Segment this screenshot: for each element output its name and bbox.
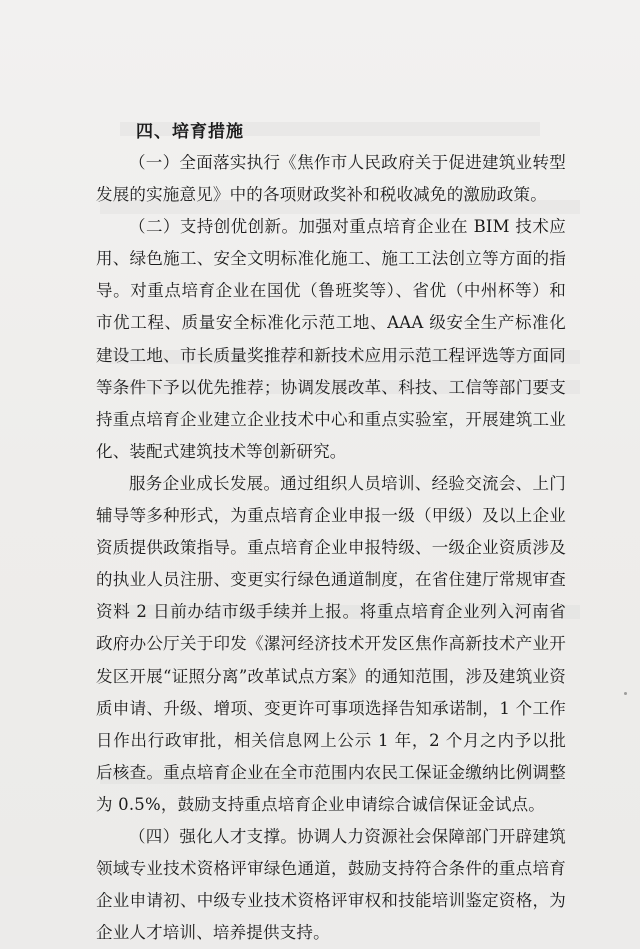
paragraph-1: （一）全面落实执行《焦作市人民政府关于促进建筑业转型发展的实施意见》中的各项财政奖补和税收减免的激励政策。	[96, 153, 566, 205]
paragraph-3: 服务企业成长发展。通过组织人员培训、经验交流会、上门辅导等多种形式，为重点培育企业申报一级（甲级）及以上企业资质提供政策指导。重点培育企业申报特级、一级企业资质涉及的执业人员注册、变更实行绿色通道制度，在省住建厅常规审查资料 2 日前办结市级手续并上报。将重点培育企业列入河南省政府办公厅关于印发《漯河经济技术开发区焦作高新技术产业开发区开展“证照分离”改革试点方案》的通知范围，涉及建筑业资质申请、升级、增项、变更许可事项选择告知承诺制，1 个工作日作出行政审批，相关信息网上公示 1 年，2 个月之内予以批后核查。重点培育企业在全市范围内农民工保证金缴纳比例调整为 0.5%，鼓励支持重点培育企业申请综合诚信保证金试点。	[96, 473, 566, 814]
document-body	[96, 117, 566, 949]
paragraph-4: （四）强化人才支撑。协调人力资源社会保障部门开辟建筑领域专业技术资格评审绿色通道，鼓励支持符合条件的重点培育企业申请初、中级专业技术资格评审权和技能培训鉴定资格，为企业人才培训、培养提供支持。	[96, 826, 566, 943]
paragraph-2: （二）支持创优创新。加强对重点培育企业在 BIM 技术应用、绿色施工、安全文明标准化施工、施工工法创立等方面的指导。对重点培育企业在国优（鲁班奖等）、省优（中州杯等）和市优工程、质量安全标准化示范工地、AAA 级安全生产标准化建设工地、市长质量奖推荐和新技术应用示范工程评选等方面同等条件下予以优先推荐；协调发展改革、科技、工信等部门要支持重点培育企业建立企业技术中心和重点实验室，开展建筑工业化、装配式建筑技术等创新研究。	[96, 217, 566, 461]
paper-speck	[624, 692, 627, 695]
section-heading: 四、培育措施	[136, 122, 244, 142]
